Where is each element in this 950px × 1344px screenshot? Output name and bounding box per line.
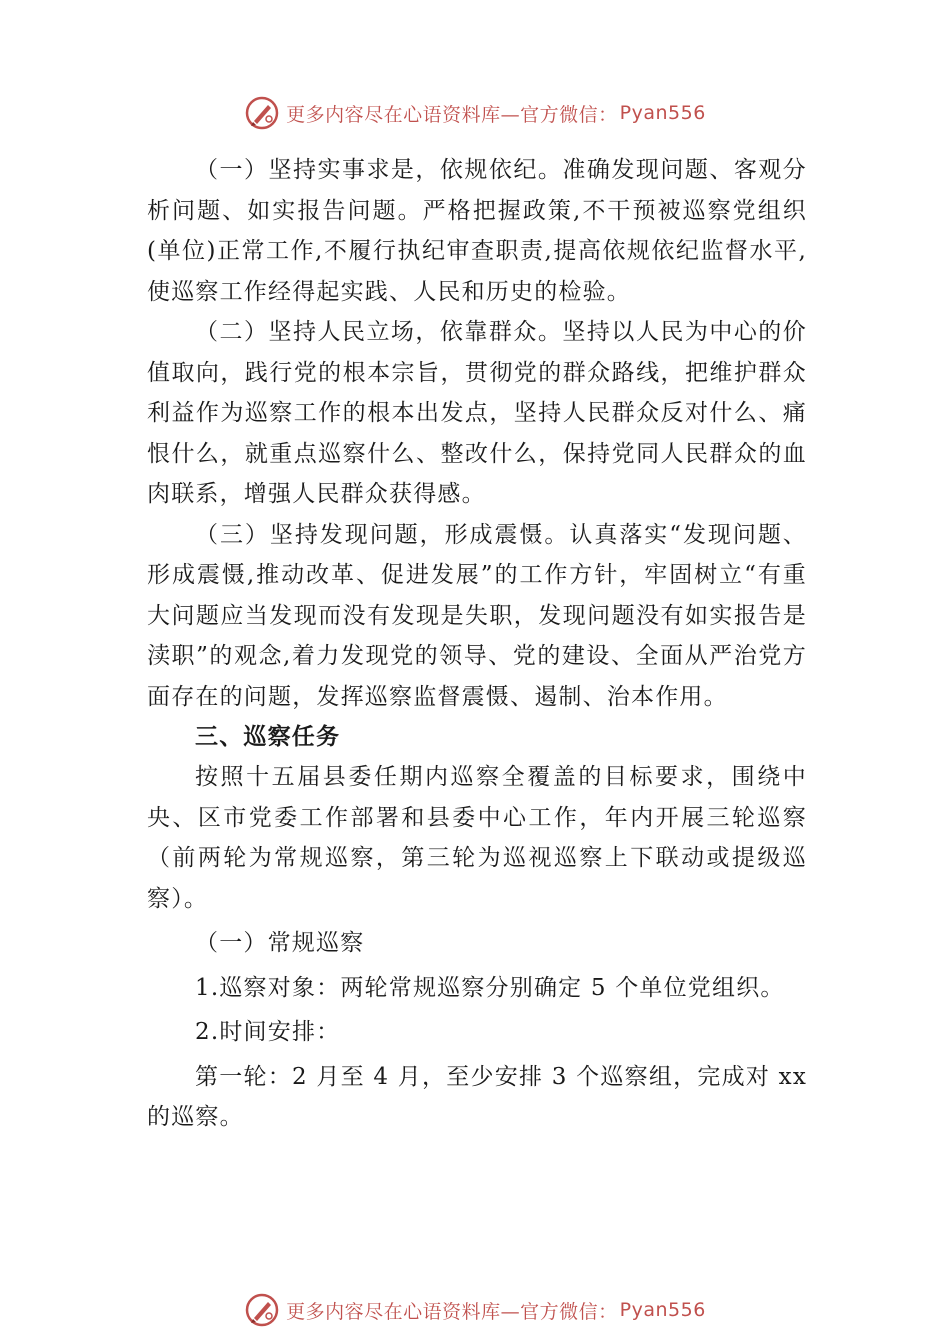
document-body <box>147 150 807 1138</box>
item-first-round: 第一轮：2 月至 4 月，至少安排 3 个巡察组，完成对 xx 的巡察。 <box>147 1063 807 1130</box>
watermark-text: 更多内容尽在心语资料库—官方微信： <box>286 1300 618 1323</box>
watermark-text: 更多内容尽在心语资料库—官方微信： <box>286 103 618 126</box>
watermark-header <box>0 93 950 133</box>
section-heading: 三、巡察任务 <box>195 724 341 750</box>
paragraph-3: （三）坚持发现问题，形成震慑。认真落实“发现问题、形成震慑,推动改革、促进发展”的工作方针，牢固树立“有重大问题应当发现而没有发现是失职，发现问题没有如实报告是渎职”的观念,着力发现党的领导、党的建设、全面从严治党方面存在的问题，发挥巡察监督震慑、遏制、治本作用。 <box>147 521 807 710</box>
item-schedule: 2.时间安排： <box>195 1019 341 1045</box>
watermark-handle: Pyan556 <box>619 1299 706 1321</box>
brush-logo-icon <box>244 95 280 131</box>
watermark-handle: Pyan556 <box>619 102 706 124</box>
paragraph-1: （一）坚持实事求是，依规依纪。准确发现问题、客观分析问题、如实报告问题。严格把握政策,不干预被巡察党组织(单位)正常工作,不履行执纪审查职责,提高依规依纪监督水平,使巡察工作经得起实践、人民和历史的检验。 <box>147 157 807 305</box>
brush-logo-icon <box>244 1292 280 1328</box>
paragraph-2: （二）坚持人民立场，依靠群众。坚持以人民为中心的价值取向，践行党的根本宗旨，贯彻党的群众路线，把维护群众利益作为巡察工作的根本出发点，坚持人民群众反对什么、痛恨什么，就重点巡察什么、整改什么，保持党同人民群众的血肉联系，增强人民群众获得感。 <box>147 319 807 507</box>
item-objects: 1.巡察对象：两轮常规巡察分别确定 5 个单位党组织。 <box>195 974 785 1001</box>
watermark-footer <box>0 1290 950 1330</box>
section-intro: 按照十五届县委任期内巡察全覆盖的目标要求，围绕中央、区市党委工作部署和县委中心工作，年内开展三轮巡察（前两轮为常规巡察，第三轮为巡视巡察上下联动或提级巡察）。 <box>147 764 807 912</box>
subsection-heading: （一）常规巡察 <box>195 930 365 956</box>
